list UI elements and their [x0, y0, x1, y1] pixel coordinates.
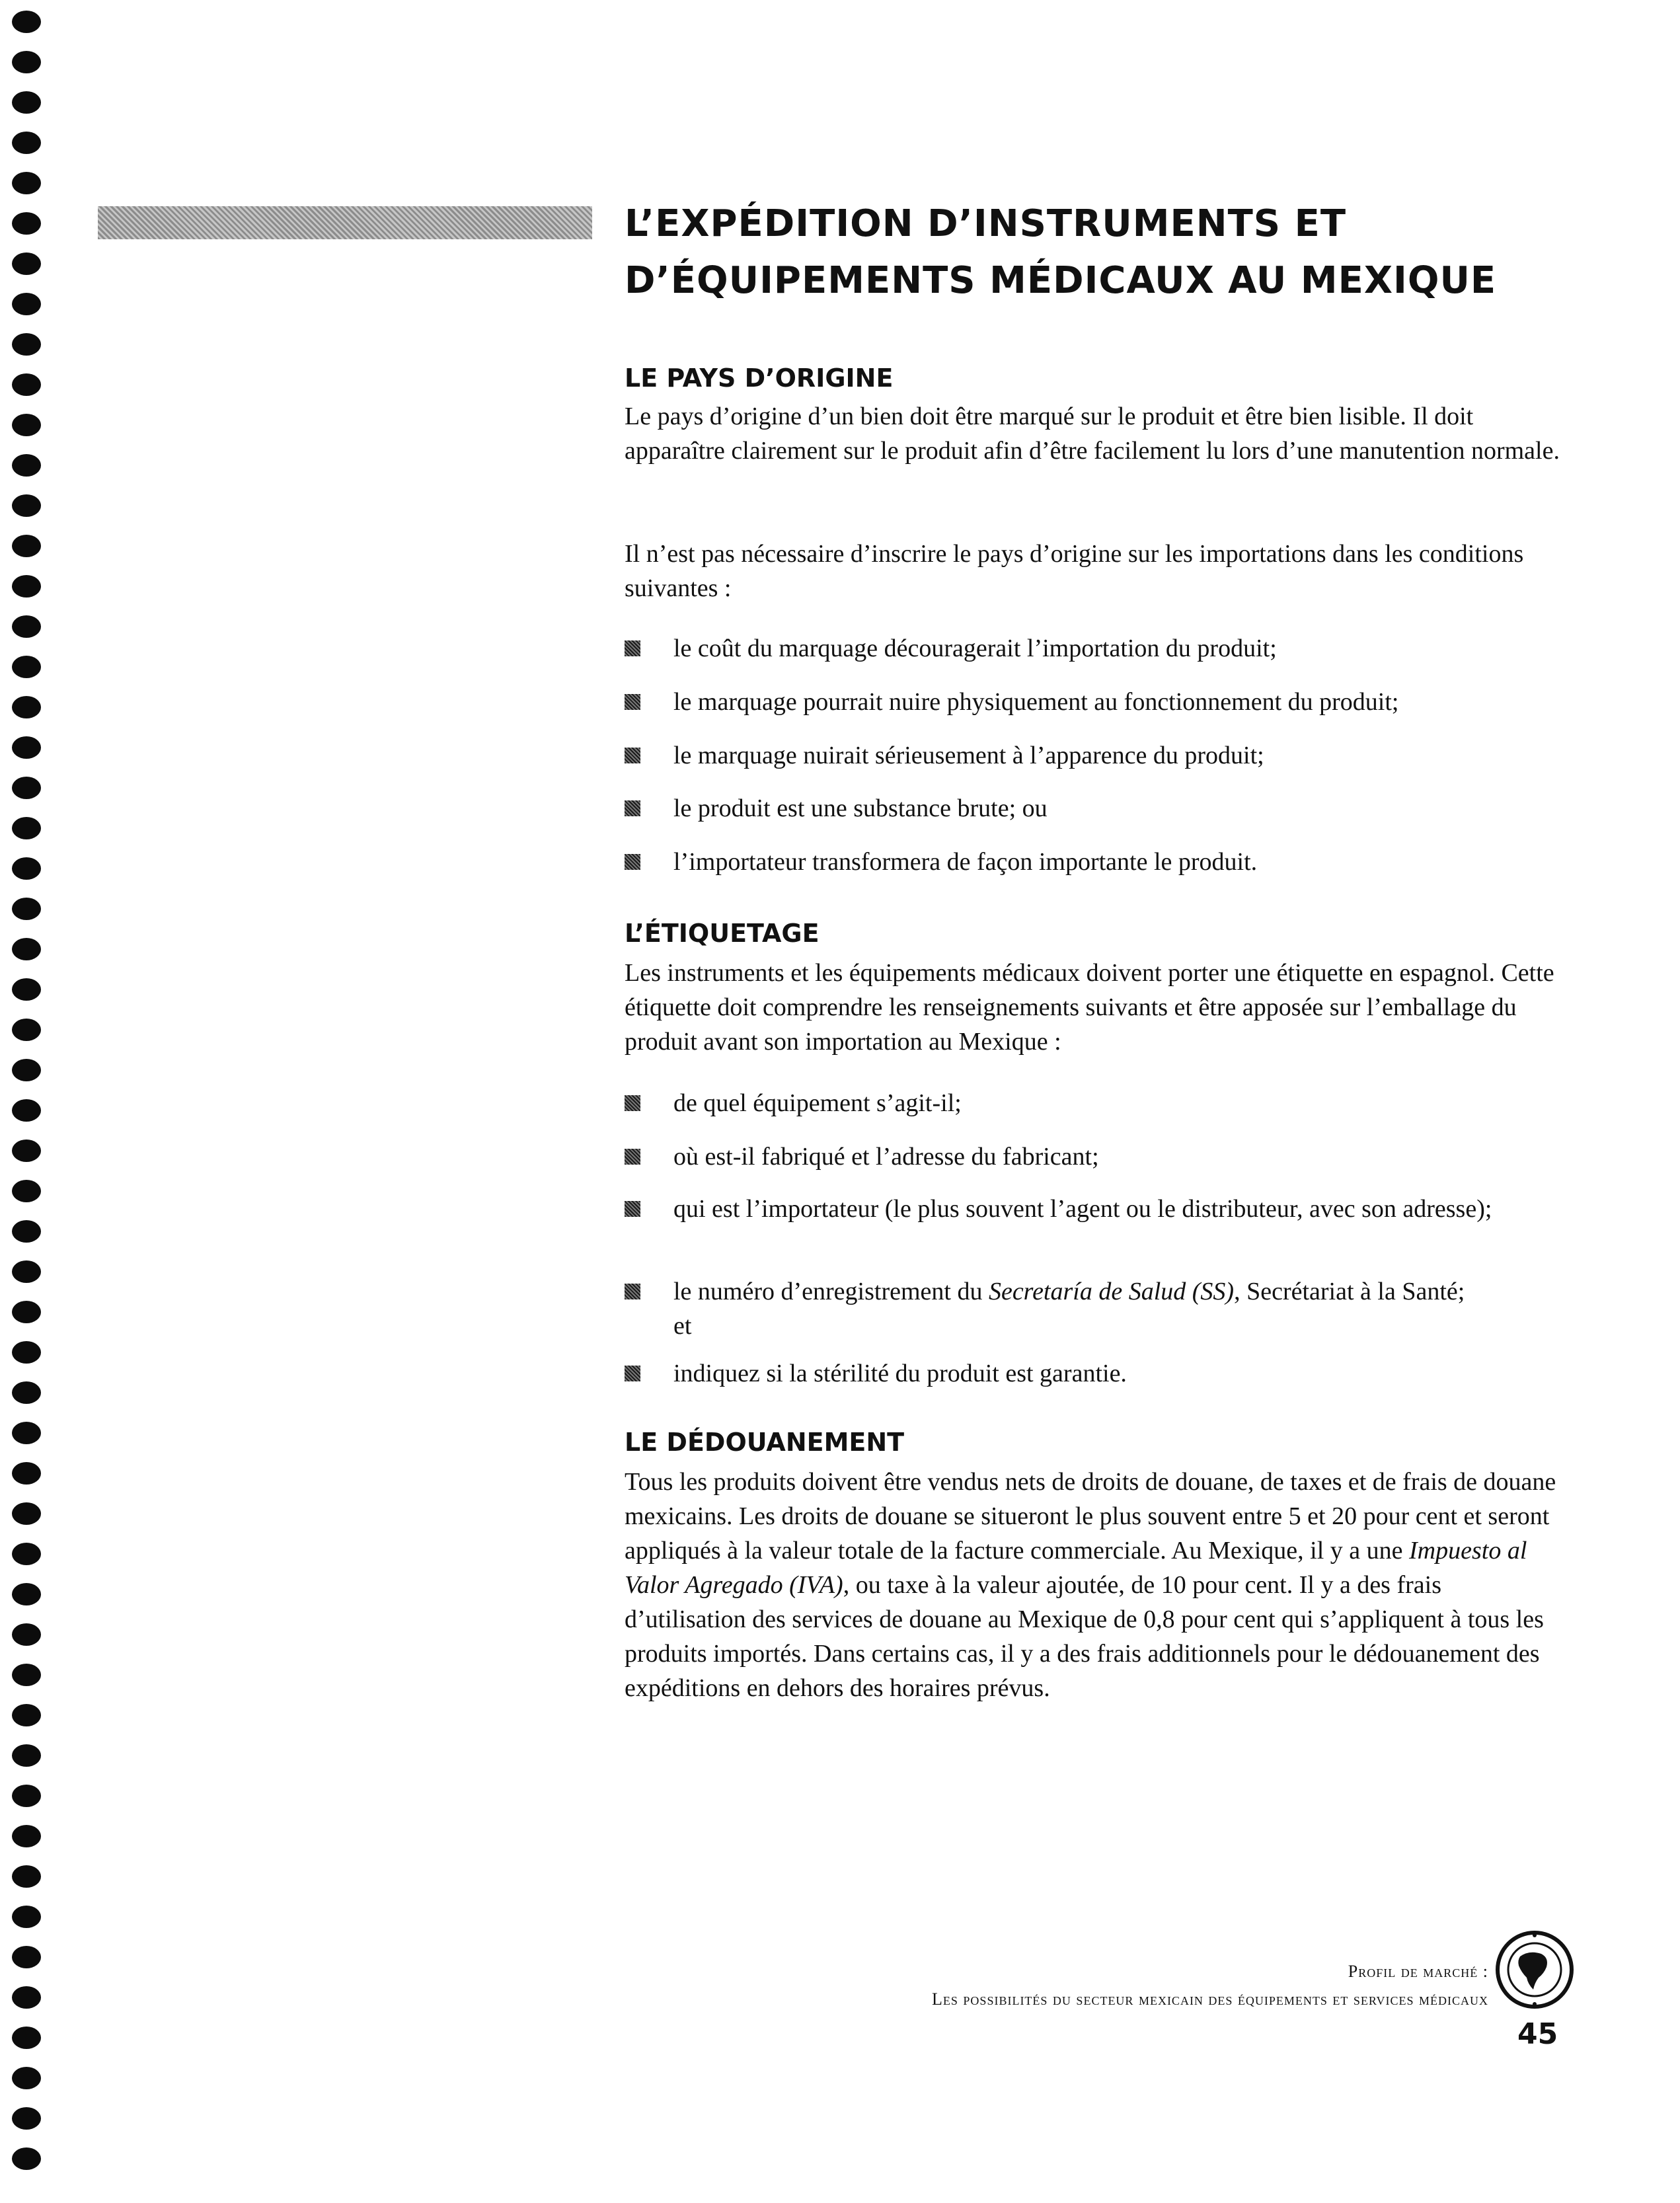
- binding-hole: [12, 494, 41, 517]
- origin-bullet-text: le marquage pourrait nuire physiquement au fonctionnement du produit;: [673, 688, 1399, 716]
- page-number: 45: [1517, 2017, 1558, 2051]
- labelling-bullet: [625, 1192, 1563, 1226]
- bullet-square-icon: [625, 748, 640, 763]
- origin-bullet-text: l’importateur transformera de façon importante le produit.: [673, 848, 1258, 876]
- binding-hole: [12, 1946, 41, 1968]
- page-title-line2: D’ÉQUIPEMENTS MÉDICAUX AU MEXIQUE: [625, 259, 1497, 302]
- binding-hole: [12, 1623, 41, 1646]
- binding-hole: [12, 252, 41, 275]
- section-heading-origin: LE PAYS D’ORIGINE: [625, 364, 894, 393]
- origin-bullet-text: le marquage nuirait sérieusement à l’apparence du produit;: [673, 742, 1264, 769]
- binding-hole: [12, 1341, 41, 1364]
- binding-hole: [12, 373, 41, 396]
- bullet-square-icon: [625, 1095, 640, 1111]
- bullet-square-icon: [625, 1149, 640, 1165]
- binding-hole: [12, 51, 41, 73]
- binding-hole: [12, 1744, 41, 1767]
- binding-hole: [12, 1301, 41, 1323]
- labelling-bullet: [625, 1356, 1576, 1391]
- binding-hole: [12, 1140, 41, 1162]
- binding-hole: [12, 898, 41, 920]
- customs-paragraph-part2: , ou taxe à la valeur ajoutée, de 10 pour cent. Il y a des frais d’utilisation des services de douane au Mexique de 0,8 pour cent qui s’appliquent à tous les produits importés. Dans certains cas, il y a des frais additionnels pour le dédouanement des expéditions en dehors des horaires prévus.: [625, 1571, 1544, 1702]
- bullet-square-icon: [625, 854, 640, 870]
- ss-bullet-prefix: le numéro d’enregistrement du: [673, 1278, 989, 1305]
- north-america-seal-logo: [1495, 1930, 1574, 2009]
- binding-hole: [12, 293, 41, 315]
- binding-hole: [12, 696, 41, 718]
- section-heading-customs: LE DÉDOUANEMENT: [625, 1428, 905, 1457]
- title-decorative-bar: [98, 206, 592, 239]
- binding-hole: [12, 1381, 41, 1404]
- binding-hole: [12, 736, 41, 759]
- binding-hole: [12, 414, 41, 436]
- binding-hole: [12, 575, 41, 598]
- customs-paragraph-italic: Impuesto al Valor Agregado (IVA): [625, 1537, 1527, 1599]
- binding-hole: [12, 454, 41, 477]
- binding-hole: [12, 2067, 41, 2089]
- ss-bullet-suffix: , Secrétariat à la Santé;: [1234, 1278, 1465, 1305]
- binding-hole: [12, 2027, 41, 2049]
- section-heading-labelling: L’ÉTIQUETAGE: [625, 919, 820, 948]
- spiral-binding: [0, 0, 46, 2203]
- binding-hole: [12, 333, 41, 356]
- bullet-square-icon: [625, 694, 640, 710]
- binding-hole: [12, 1422, 41, 1444]
- origin-bullet: [625, 791, 1576, 826]
- binding-hole: [12, 1059, 41, 1081]
- origin-bullet: [625, 738, 1576, 773]
- binding-hole: [12, 1906, 41, 1928]
- footer-publication-label: Profil de marché :: [1348, 1962, 1488, 1981]
- binding-hole: [12, 535, 41, 557]
- origin-paragraph-1: Le pays d’origine d’un bien doit être marqué sur le produit et être bien lisible. Il doit apparaître clairement sur le produit afin d’être facilement lu lors d’une manutention normale.: [625, 403, 1560, 465]
- binding-hole: [12, 212, 41, 235]
- bullet-square-icon: [625, 640, 640, 656]
- binding-hole: [12, 1220, 41, 1243]
- customs-paragraph-part1: Tous les produits doivent être vendus nets de droits de douane, de taxes et de frais de douane mexicains. Les droits de douane se situeront le plus souvent entre 5 et 20 pour cent et seront appliqués à la valeur totale de la facture commerciale. Au Mexique, il y a une: [625, 1468, 1556, 1565]
- binding-hole: [12, 1704, 41, 1726]
- binding-hole: [12, 777, 41, 799]
- origin-bullet: [625, 685, 1576, 719]
- binding-hole: [12, 978, 41, 1001]
- binding-hole: [12, 11, 41, 33]
- page-title-line1: L’EXPÉDITION D’INSTRUMENTS ET: [625, 202, 1347, 245]
- binding-hole: [12, 91, 41, 114]
- binding-hole: [12, 1785, 41, 1807]
- binding-hole: [12, 1825, 41, 1847]
- labelling-bullet-text: où est-il fabriqué et l’adresse du fabricant;: [673, 1143, 1099, 1171]
- binding-hole: [12, 615, 41, 638]
- binding-hole: [12, 1664, 41, 1686]
- binding-hole: [12, 1462, 41, 1485]
- binding-hole: [12, 817, 41, 839]
- binding-hole: [12, 2107, 41, 2130]
- binding-hole: [12, 1986, 41, 2009]
- labelling-bullet: [625, 1274, 1583, 1343]
- footer-publication-title: Les possibilités du secteur mexicain des équipements et services médicaux: [932, 1990, 1488, 2009]
- binding-hole: [12, 172, 41, 194]
- ss-bullet-continuation: et: [673, 1312, 692, 1340]
- binding-hole: [12, 938, 41, 960]
- binding-hole: [12, 857, 41, 880]
- binding-hole: [12, 1180, 41, 1202]
- labelling-bullet-text: de quel équipement s’agit-il;: [673, 1089, 962, 1117]
- labelling-bullet-text: [673, 1274, 1583, 1343]
- origin-bullet-text: le produit est une substance brute; ou: [673, 794, 1048, 822]
- origin-bullet-text: le coût du marquage découragerait l’importation du produit;: [673, 635, 1277, 662]
- origin-paragraph-2: Il n’est pas nécessaire d’inscrire le pays d’origine sur les importations dans les conditions suivantes :: [625, 540, 1524, 602]
- labelling-bullet-text: qui est l’importateur (le plus souvent l’agent ou le distributeur, avec son adresse);: [673, 1195, 1492, 1223]
- bullet-square-icon: [625, 1201, 640, 1217]
- labelling-paragraph: Les instruments et les équipements médicaux doivent porter une étiquette en espagnol. Cette étiquette doit comprendre les renseignements suivants et être apposée sur l’emballage du produit avant son importation au Mexique :: [625, 959, 1554, 1056]
- binding-hole: [12, 1543, 41, 1565]
- origin-bullet: [625, 845, 1576, 879]
- binding-hole: [12, 1583, 41, 1605]
- ss-bullet-italic: Secretaría de Salud (SS): [988, 1278, 1235, 1305]
- binding-hole: [12, 1502, 41, 1525]
- binding-hole: [12, 1865, 41, 1888]
- bullet-square-icon: [625, 800, 640, 816]
- labelling-bullet: [625, 1140, 1576, 1174]
- binding-hole: [12, 2147, 41, 2170]
- binding-hole: [12, 1019, 41, 1041]
- labelling-bullet-text: indiquez si la stérilité du produit est garantie.: [673, 1360, 1127, 1387]
- customs-paragraph: [625, 1465, 1563, 1705]
- binding-hole: [12, 1099, 41, 1122]
- origin-bullet: [625, 631, 1576, 666]
- bullet-square-icon: [625, 1284, 640, 1299]
- bullet-square-icon: [625, 1366, 640, 1381]
- binding-hole: [12, 1260, 41, 1283]
- binding-hole: [12, 132, 41, 154]
- page-title: [625, 196, 1550, 309]
- binding-hole: [12, 656, 41, 678]
- labelling-bullet: [625, 1086, 1576, 1120]
